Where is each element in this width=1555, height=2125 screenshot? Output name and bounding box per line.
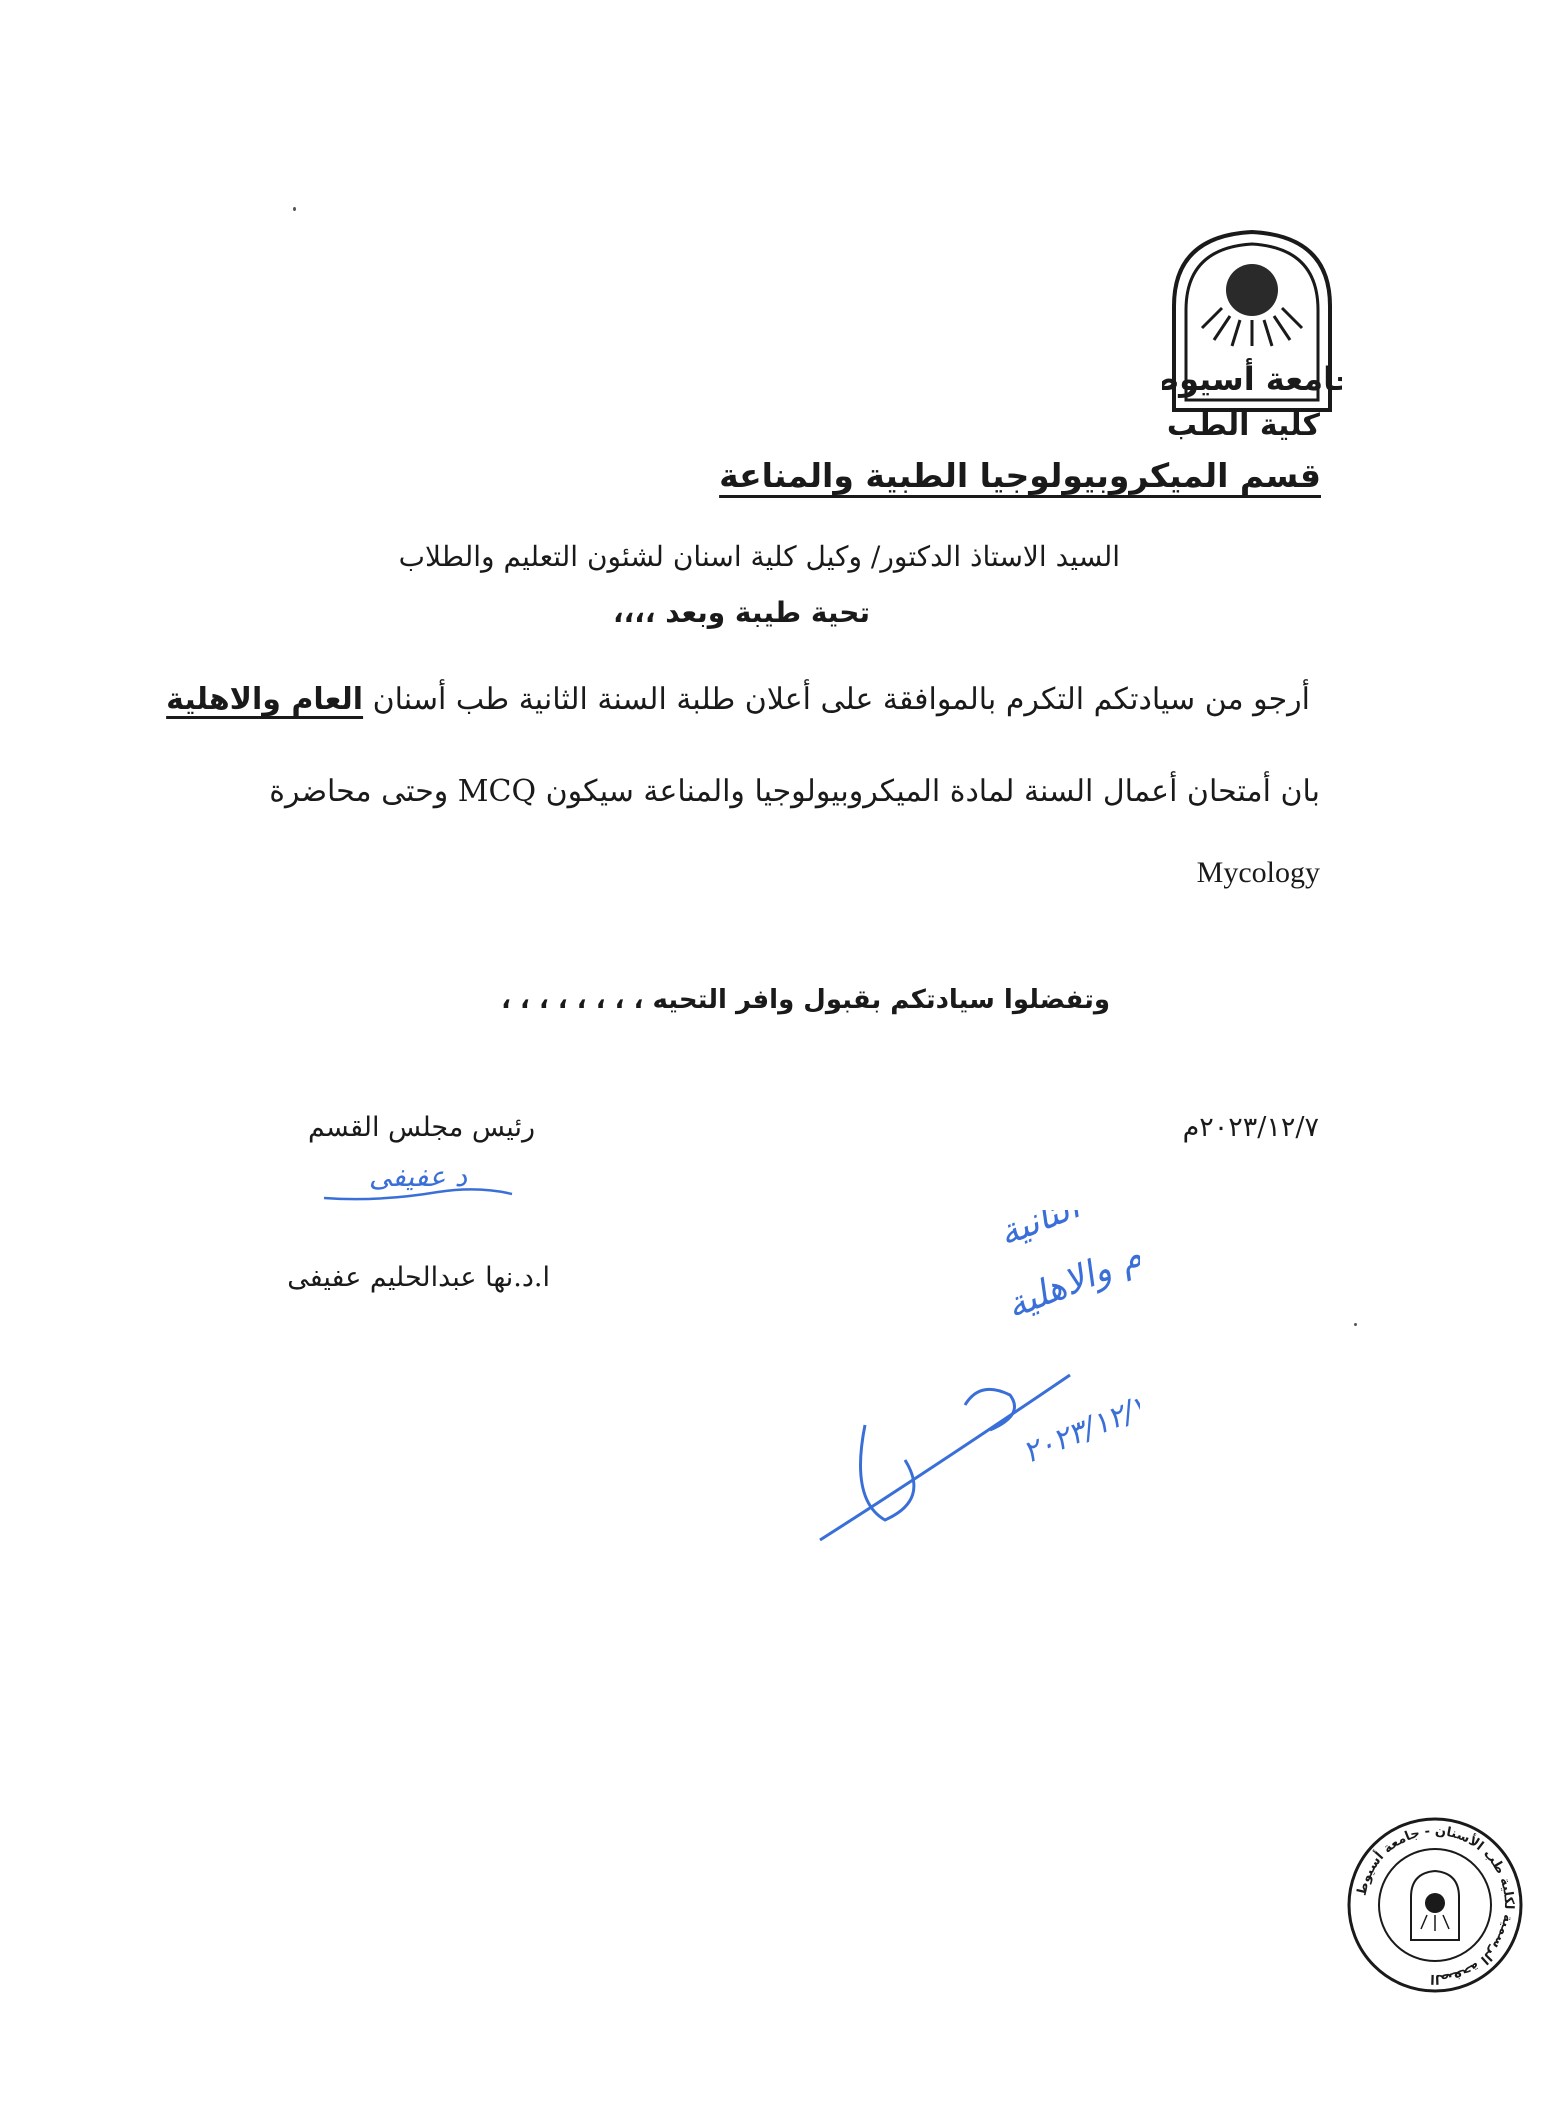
scan-speck (1354, 1323, 1357, 1326)
body-line-1-text: أرجو من سيادتكم التكرم بالموافقة على أعلان طلبة السنة الثانية طب أسنان (363, 682, 1310, 717)
handwritten-line-2: العام والاهلية (1000, 1217, 1140, 1328)
letter-date: ٢٠٢٣/١٢/٧م (1182, 1112, 1319, 1143)
department-head-signature (318, 1150, 518, 1230)
signatory-title: رئيس مجلس القسم (308, 1112, 535, 1143)
body-line-2: بان أمتحان أعمال السنة لمادة الميكروبيولوجيا والمناعة سيكون MCQ وحتى محاضرة (269, 774, 1320, 809)
body-line-3: Mycology (1196, 856, 1320, 889)
official-stamp (1345, 1815, 1525, 1995)
handwritten-date: ٢٠٢٣/١٢/٧ (1017, 1388, 1140, 1471)
signatory-name: ا.د.نها عبدالحليم عفيفى (287, 1262, 550, 1293)
scan-speck (293, 207, 296, 211)
university-logo (1162, 228, 1342, 413)
closing-line: وتفضلوا سيادتكم بقبول وافر التحيه ، ، ، ، ، ، ، ، (501, 985, 1110, 1015)
handwritten-note (700, 1210, 1140, 1630)
recipient-line: السيد الاستاذ الدكتور/ وكيل كلية اسنان لشئون التعليم والطلاب (398, 540, 1120, 573)
body-line-1-emphasis: العام والاهلية (166, 682, 364, 717)
stamp-text: الصفحة الرسمية لكلية طب الأسنان - جامعة أسيوط (1354, 1823, 1517, 1987)
faculty-name: كلية الطب (1166, 408, 1320, 443)
logo-text: امعة أسيوط (1162, 360, 1336, 398)
greeting: تحية طيبة وبعد ،،،، (612, 596, 870, 629)
body-line-1 (166, 682, 1310, 717)
signature-text: د عفيفى (368, 1160, 468, 1193)
department-name: قسم الميكروبيولوجيا الطبية والمناعة (719, 456, 1321, 495)
